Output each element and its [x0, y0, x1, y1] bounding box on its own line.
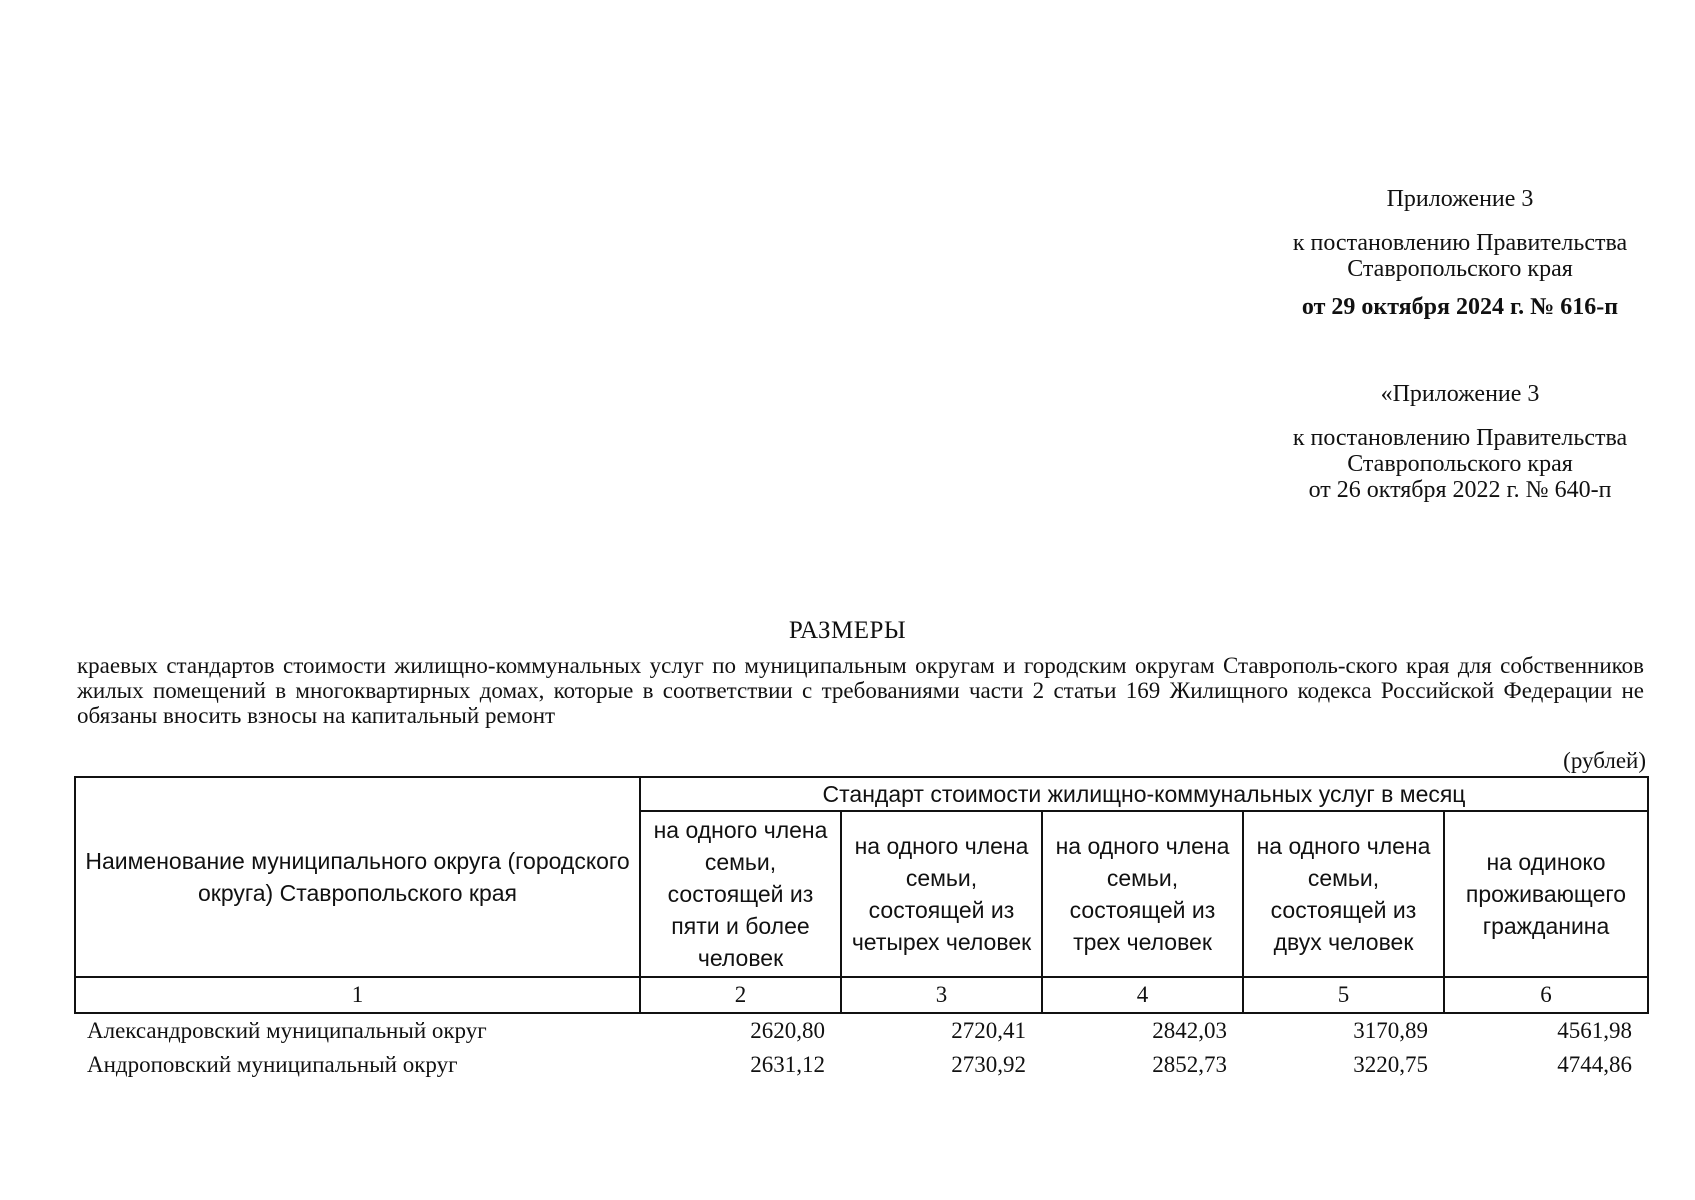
column-number: 6 — [1444, 977, 1648, 1013]
header-municipality-name: Наименование муниципального округа (городского округа) Ставропольского края — [75, 777, 640, 977]
row-value: 4744,86 — [1557, 1052, 1632, 1077]
document-subtitle: краевых стандартов стоимости жилищно-коммунальных услуг по муниципальным округам и городским округам Ставрополь-ского края для собственников жилых помещений в многоквартирных домах, которые в соответствии с требованиями части 2 статьи 169 Жилищного кодекса Российской Федерации не обязаны вносить взносы на капитальный ремонт — [77, 653, 1644, 728]
appendix-old-title: «Приложение 3 — [1380, 381, 1540, 407]
appendix-line-2: Ставропольского края — [1347, 256, 1573, 282]
header-col-4: на одного члена семьи, состоящей из трех человек — [1042, 811, 1243, 977]
appendix-date-line: от 29 октября 2024 г. № 616-п — [1301, 294, 1619, 320]
row-value: 2842,03 — [1152, 1018, 1227, 1043]
header-col-2: на одного члена семьи, состоящей из пяти и более человек — [640, 811, 841, 977]
row-municipality-name: Александровский муниципальный округ — [87, 1018, 487, 1043]
row-value: 4561,98 — [1557, 1018, 1632, 1043]
units-label: (рублей) — [1563, 748, 1646, 773]
row-value: 2720,41 — [951, 1018, 1026, 1043]
column-number: 4 — [1042, 977, 1243, 1013]
table-row — [75, 1048, 1648, 1082]
row-value: 2631,12 — [750, 1052, 825, 1077]
appendix-header-new — [1230, 186, 1690, 320]
column-number: 2 — [640, 977, 841, 1013]
header-col-3: на одного члена семьи, состоящей из четырех человек — [841, 811, 1042, 977]
header-col-5: на одного члена семьи, состоящей из двух человек — [1243, 811, 1444, 977]
row-value: 2852,73 — [1152, 1052, 1227, 1077]
header-group-standard: Стандарт стоимости жилищно-коммунальных услуг в месяц — [640, 777, 1648, 811]
row-municipality-name: Андроповский муниципальный округ — [87, 1052, 458, 1077]
standards-table — [74, 776, 1649, 1082]
table-row — [75, 1013, 1648, 1048]
appendix-old-date-line: от 26 октября 2022 г. № 640-п — [1308, 477, 1612, 503]
appendix-title: Приложение 3 — [1386, 186, 1534, 212]
column-number: 1 — [75, 977, 640, 1013]
appendix-old-line-2: Ставропольского края — [1347, 451, 1573, 477]
row-value: 2730,92 — [951, 1052, 1026, 1077]
row-value: 3220,75 — [1353, 1052, 1428, 1077]
row-value: 3170,89 — [1353, 1018, 1428, 1043]
column-number: 5 — [1243, 977, 1444, 1013]
header-col-6: на одиноко проживающего гражданина — [1444, 811, 1648, 977]
appendix-line-1: к постановлению Правительства — [1292, 230, 1628, 256]
appendix-header-old — [1230, 381, 1690, 503]
column-number: 3 — [841, 977, 1042, 1013]
row-value: 2620,80 — [750, 1018, 825, 1043]
document-title: РАЗМЕРЫ — [788, 617, 907, 644]
appendix-old-line-1: к постановлению Правительства — [1292, 425, 1628, 451]
